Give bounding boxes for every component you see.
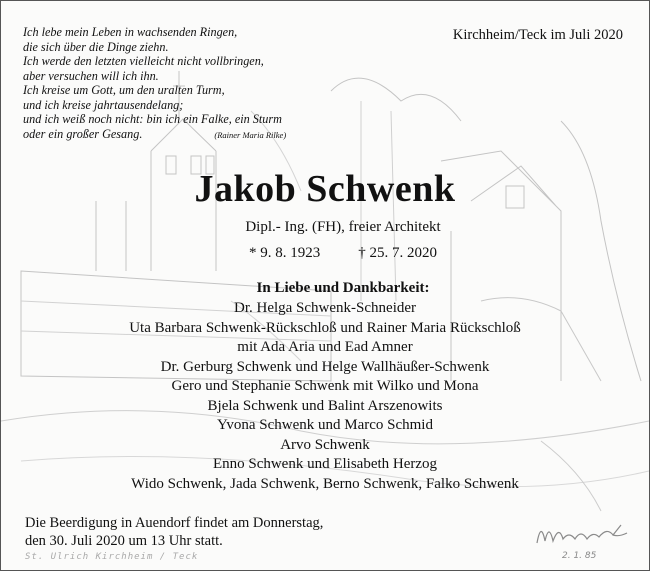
poem-author: (Rainer Maria Rilke) xyxy=(214,129,287,140)
poem-line: aber versuchen will ich ihn. xyxy=(23,68,159,83)
deceased-name: Jakob Schwenk xyxy=(194,168,456,210)
poem-line xyxy=(23,127,323,143)
death-date: † 25. 7. 2020 xyxy=(358,245,437,261)
mourner-line: Dr. Gerburg Schwenk und Helge Wallhäußer-Schwenk xyxy=(160,358,490,375)
mourner-line: Bjela Schwenk und Balint Arszenowits xyxy=(207,397,443,414)
thanks-heading: In Liebe und Dankbarkeit: xyxy=(256,280,430,296)
poem-line: die sich über die Dinge ziehn. xyxy=(23,39,169,54)
poem-line: Ich werde den letzten vielleicht nicht vollbringen, xyxy=(23,54,264,68)
life-dates xyxy=(1,245,649,262)
poem-line: und ich weiß noch nicht: bin ich ein Falke, ein Sturm xyxy=(23,112,282,126)
birth-date: * 9. 8. 1923 xyxy=(249,245,321,261)
poem-line: Ich lebe mein Leben in wachsenden Ringen, xyxy=(23,25,238,39)
mourner-line: Dr. Helga Schwenk-Schneider xyxy=(233,300,417,316)
poem-line: und ich kreise jahrtausendelang; xyxy=(23,97,184,112)
sketch-date: 2. 1. 85 xyxy=(562,551,597,561)
rilke-poem xyxy=(23,25,323,142)
mourner-line: Enno Schwenk und Elisabeth Herzog xyxy=(212,456,438,472)
mourner-line: mit Ada Aria und Ead Amner xyxy=(237,339,413,355)
deceased-title: Dipl.- Ing. (FH), freier Architekt xyxy=(245,219,441,235)
poem-last-line: oder ein großer Gesang. xyxy=(23,126,143,141)
mourner-line: Gero und Stephanie Schwenk mit Wilko und Mona xyxy=(171,378,479,394)
poem-line: Ich kreise um Gott, um den uralten Turm, xyxy=(23,83,225,97)
sketch-caption: St. Ulrich Kirchheim / Teck xyxy=(25,552,199,562)
mourners-list xyxy=(1,299,649,494)
artist-signature xyxy=(529,513,639,553)
place-and-date: Kirchheim/Teck im Juli 2020 xyxy=(452,27,623,43)
funeral-line: den 30. Juli 2020 um 13 Uhr statt. xyxy=(25,533,223,549)
mourner-line: Uta Barbara Schwenk-Rückschloß und Rainer Maria Rückschloß xyxy=(129,319,521,336)
mourner-line: Yvona Schwenk und Marco Schmid xyxy=(217,417,433,433)
mourner-line: Arvo Schwenk xyxy=(280,436,370,453)
mourner-line: Wido Schwenk, Jada Schwenk, Berno Schwenk, Falko Schwenk xyxy=(131,475,519,492)
funeral-line: Die Beerdigung in Auendorf findet am Donnerstag, xyxy=(25,515,324,531)
funeral-info xyxy=(25,514,323,550)
